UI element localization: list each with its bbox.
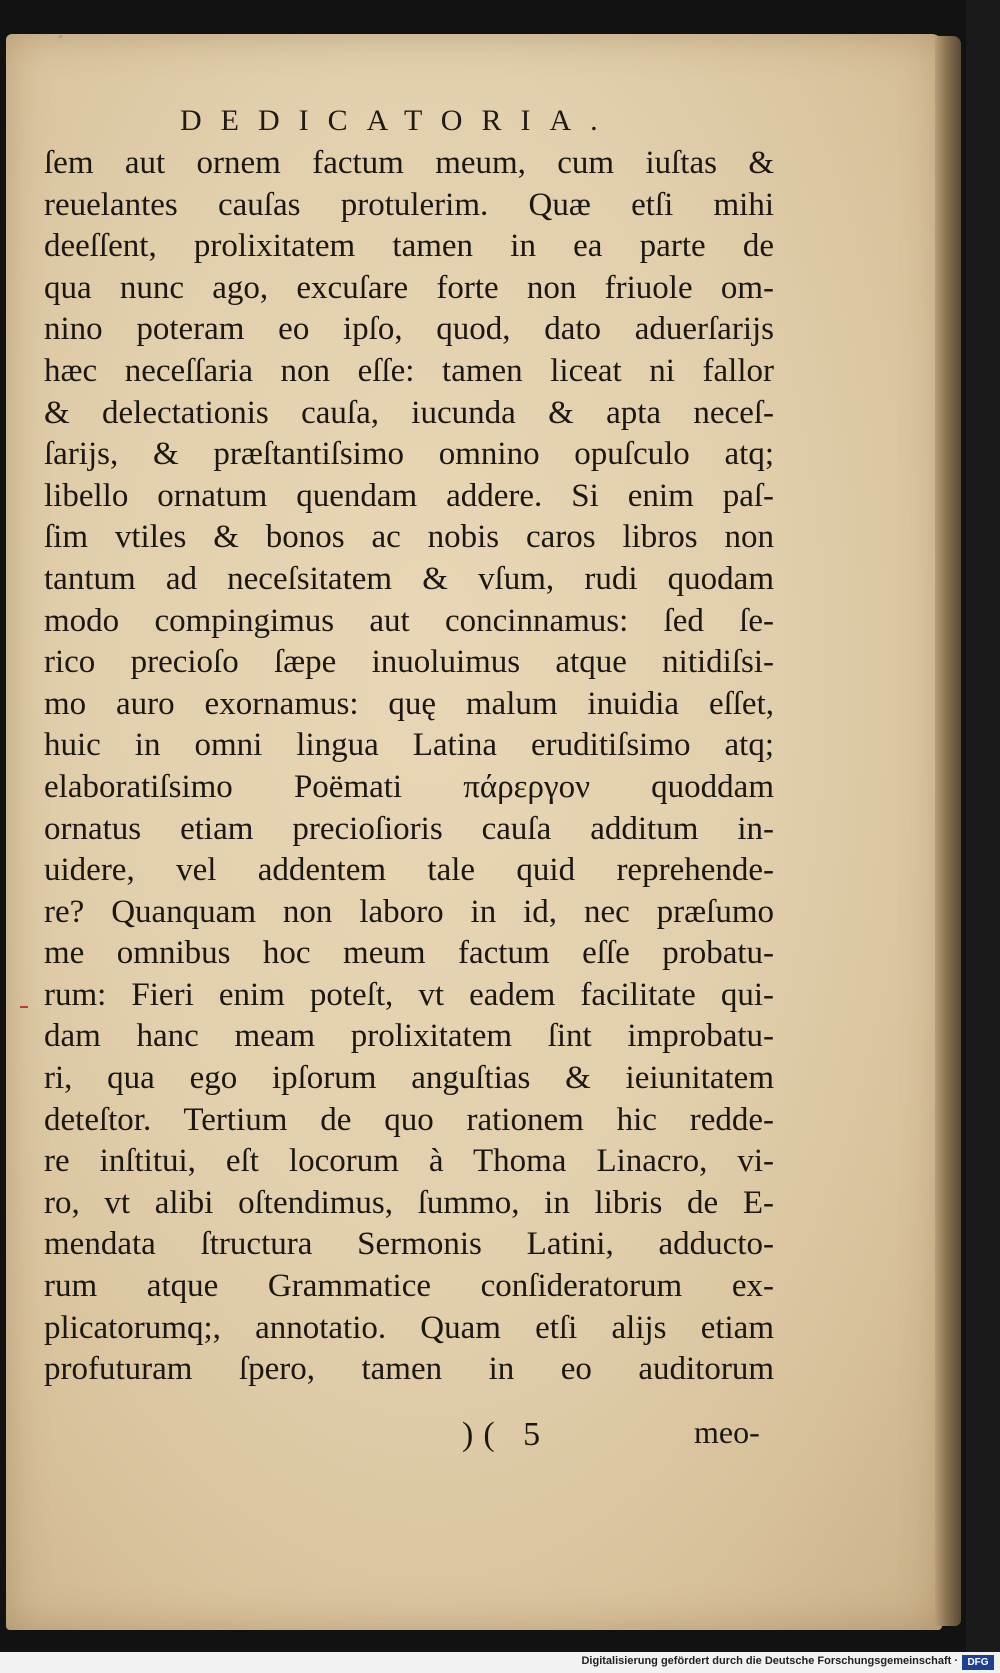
text-line: rum: Fieri enim poteſt, vt eadem facilitate qui- — [44, 976, 774, 1013]
text-line: nino poteram eo ipſo, quod, dato aduerſarijs — [44, 311, 774, 348]
text-line: ri, qua ego ipſorum anguſtias & ieiunitatem — [44, 1060, 774, 1097]
text-line: modo compingimus aut concinnamus: ſed ſe- — [44, 602, 774, 639]
dfg-logo-icon: DFG — [962, 1655, 994, 1670]
text-line: reuelantes cauſas protulerim. Quæ etſi mihi — [44, 186, 774, 223]
signature-mark: )( 5 — [462, 1416, 551, 1453]
text-line: ſim vtiles & bonos ac nobis caros libros non — [44, 519, 774, 556]
running-head: DEDICATORIA. — [180, 104, 617, 137]
body-text — [44, 143, 774, 1391]
text-line: mendata ſtructura Sermonis Latini, adducto- — [44, 1226, 774, 1263]
text-line: elaboratiſsimo Poëmati πάρεργον quoddam — [44, 768, 774, 805]
text-line: rico precioſo ſæpe inuoluimus atque nitidiſsi- — [44, 644, 774, 681]
text-line: ſarijs, & præſtantiſsimo omnino opuſculo atq; — [44, 436, 774, 473]
text-line: hæc neceſſaria non eſſe: tamen liceat ni fallor — [44, 352, 774, 389]
text-line: ro, vt alibi oſtendimus, ſummo, in libris de E- — [44, 1184, 774, 1221]
scan-border — [966, 0, 1000, 1673]
text-line: me omnibus hoc meum factum eſſe probatu- — [44, 935, 774, 972]
text-line: rum atque Grammatice conſideratorum ex- — [44, 1268, 774, 1305]
text-line: deeſſent, prolixitatem tamen in ea parte de — [44, 228, 774, 265]
text-line: plicatorumq;, annotatio. Quam etſi alijs etiam — [44, 1309, 774, 1346]
text-line: & delectationis cauſa, iucunda & apta neceſ- — [44, 394, 774, 431]
text-line: mo auro exornamus: quę malum inuidia eſſet, — [44, 685, 774, 722]
text-line: re? Quanquam non laboro in id, nec præſumo — [44, 893, 774, 930]
text-line: uidere, vel addentem tale quid reprehende- — [44, 852, 774, 889]
text-line: profuturam ſpero, tamen in eo auditorum — [44, 1351, 774, 1388]
page-edge — [935, 36, 961, 1626]
text-line: dam hanc meam prolixitatem ſint improbatu- — [44, 1018, 774, 1055]
text-line: ornatus etiam precioſioris cauſa additum in- — [44, 810, 774, 847]
margin-mark — [20, 1006, 28, 1008]
text-line: huic in omni lingua Latina eruditiſsimo atq; — [44, 727, 774, 764]
funding-credit: Digitalisierung gefördert durch die Deutsche Forschungsgemeinschaft · — [581, 1655, 958, 1667]
text-line: ſem aut ornem factum meum, cum iuſtas & — [44, 145, 774, 181]
credit-bar — [0, 1652, 1000, 1673]
text-line: tantum ad neceſsitatem & vſum, rudi quodam — [44, 560, 774, 597]
text-line: re inſtitui, eſt locorum à Thoma Linacro, vi- — [44, 1143, 774, 1180]
scan-corner-mark: ″ — [58, 34, 64, 50]
catchword: meo- — [694, 1414, 760, 1450]
text-line: qua nunc ago, excuſare forte non friuole om- — [44, 269, 774, 306]
text-line: deteſtor. Tertium de quo rationem hic redde- — [44, 1101, 774, 1138]
text-line: libello ornatum quendam addere. Si enim paſ- — [44, 477, 774, 514]
